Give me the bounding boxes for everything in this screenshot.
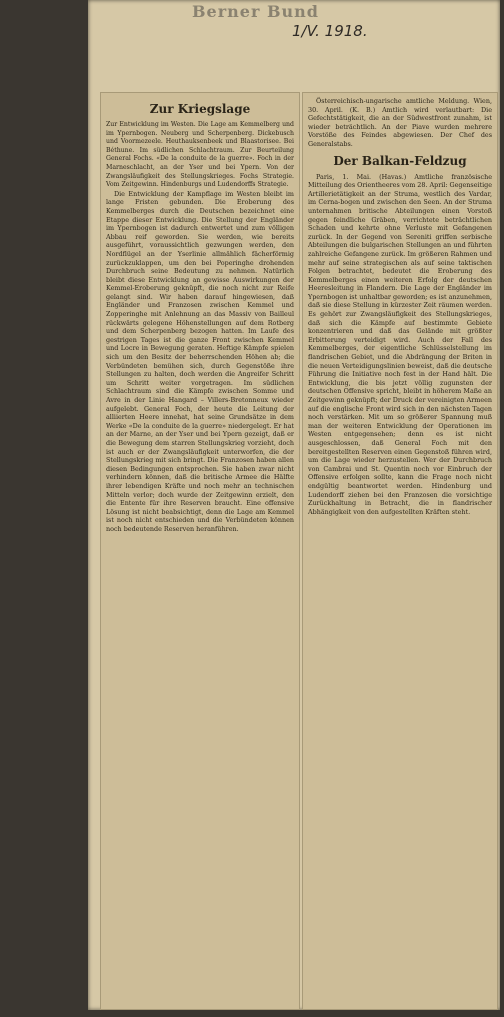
left-headline: Zur Kriegslage xyxy=(149,102,251,116)
left-summary: Zur Entwicklung im Westen. Die Lage am Kemmelberg und im Ypernbogen. Neuberg und Scherpenberg. Dickebusch und Voormezeele. Heuthauksenbeek und Blaastorisee. Bei Béthune. Im südlichen Schlachtraum. Zur Beurteilung General Fochs. «De la conduite de la guerre». Foch in der Marneschlacht, an der Yser und bei Ypern. Von der Zwangsläufigkeit des Stellungskrieges. Fochs Strategie. Vom Zeitgewinn. Hindenburgs und Ludendorffs Strategie. xyxy=(106,121,294,189)
right-column-text xyxy=(303,93,497,520)
right-column-clipping xyxy=(302,92,498,1010)
right-headline: Der Balkan-Feldzug xyxy=(333,153,467,168)
left-column-clipping xyxy=(100,92,300,1010)
masthead-stamp: Berner Bund xyxy=(192,2,319,21)
left-body: Die Entwicklung der Kampflage im Westen bleibt im lange Fristen gebunden. Die Eroberung des Kemmelberges durch die Deutschen bezeichnet eine Etappe dieser Entwicklung. Die Stellung der Engländer im Ypernbogen ist dadurch entwertet und zum völligen Abbau reif geworden. Sie werden, wie bereits ausgeführt, voraussichtlich gezwungen werden, den Nordflügel an der Yserlinie allmählich fächerförmig zurückzuklappen, um den bei Poperinghe drohenden Durchbruch seine Bedeutung zu nehmen. Natürlich bleibt diese Entwicklung an gewisse Auswirkungen der Kemmel-Eroberung geknüpft, die noch nicht zur Reife gelangt sind. Wir haben darauf hingewiesen, daß Engländer und Franzosen zwischen Kemmel und Zopperinghe mit Anlehnung an das Massiv von Bailleul rückwärts gelegene Höhenstellungen auf dem Rotberg und dem Scherpenberg bezogen hatten. Im Laufe des gestrigen Tages ist die ganze Front zwischen Kemmel und Locre in Bewegung geraten. Heftige Kämpfe spielen sich um den Besitz der beherrschenden Höhen ab; die Verbündeten bemühen sich, durch Gegenstöße ihre Stellungen zu halten, doch werden die Angreifer Schritt um Schritt weiter vorgetragen. Im südlichen Schlachtraum sind die Kämpfe zwischen Somme und Avre in der Linie Hangard – Villers-Bretonneux wieder aufgelebt. General Foch, der heute die Leitung der alliierten Heere innehat, hat seine Grundsätze in dem Werke «De la conduite de la guerre» niedergelegt. Er hat an der Marne, an der Yser und bei Ypern gezeigt, daß er die Bewegung dem starren Stellungskrieg vorzieht, doch ist auch er der Zwangsläufigkeit unterworfen, die der Stellungskrieg mit sich bringt. Die Franzosen haben allen diesen Bedingungen entsprochen. Sie haben zwar nicht verhindern können, daß die britische Armee die Hälfte ihrer lebendigen Kräfte und noch mehr an technischen Mitteln verlor; doch wurde der Zeitgewinn erzielt, den die Entente für ihre Reserven braucht. Eine offensive Lösung ist nicht beabsichtigt, denn die Lage am Kemmel ist noch nicht entschieden und die Verbündeten können noch bedeutende Reserven heranführen. xyxy=(106,189,294,533)
right-bulletin: Österreichisch-ungarische amtliche Meldung. Wien, 30. April. (K. B.) Amtlich wird verlautbart: Die Gefechtstätigkeit, die an der Südwestfront zunahm, ist wieder beträchtlich. An der Piave wurden mehrere Vorstöße des Feindes abgewiesen. Der Chef des Generalstabs. xyxy=(308,97,492,148)
left-column-text xyxy=(101,93,299,538)
sheet-header xyxy=(88,0,500,90)
newspaper-clipping-sheet xyxy=(88,0,500,1010)
right-body: Paris, 1. Mai. (Havas.) Amtliche französische Mitteilung des Orientheeres vom 28. April: Gegenseitige Artillerietätigkeit an der Struma, westlich des Vardar, im Cerna-bogen und zwischen den Seen. An der Struma unternahmen britische Abteilungen einen Vorstoß gegen feindliche Gräben, verrichtete beträchtlichen Schaden und kehrte ohne Verluste mit Gefangenen zurück. In der Gegend von Sereniti griffen serbische Abteilungen die bulgarischen Stellungen an und führten zahlreiche Gefangene zurück. Im größeren Rahmen und mehr auf seine strategischen als auf seine taktischen Folgen betrachtet, bedeutet die Eroberung des Kemmelberges einen weiteren Erfolg der deutschen Heeresleitung in Flandern. Die Lage der Engländer im Ypernbogen ist unhaltbar geworden; es ist anzunehmen, daß sie diese Stellung in kürzester Zeit räumen werden. Es gehört zur Zwangsläufigkeit des Stellungskrieges, daß sich die Kämpfe auf bestimmte Gebiete konzentrieren und daß das Gelände mit größter Erbitterung verteidigt wird. Auch der Fall des Kemmelberges, der eigentliche Schlüsselstellung im flandrischen Gebiet, und die Abdrängung der Briten in die neuen Verteidigungslinien beweist, daß die deutsche Führung die Initiative noch fest in der Hand hält. Die Entwicklung, die bis jetzt völlig zugunsten der deutschen Offensive spricht, bleibt in höherem Maße an Zeitgewinn geknüpft; der Druck der vereinigten Armeen auf die englische Front wird sich in den nächsten Tagen noch verstärken. Mit um so größerer Spannung muß man der weiteren Entwicklung der Operationen im Westen entgegensehen; denn es ist nicht ausgeschlossen, daß General Foch mit den bereitgestellten Reserven einen Gegenstoß führen wird, um die Lage wieder herzustellen. Wer der Durchbruch von Cambrai und St. Quentin noch vor Einbruch der Offensive erfolgen sollte, kann die Frage noch nicht endgültig beantwortet werden. Hindenburg und Ludendorff ziehen bei den Franzosen die vorsichtige Zurückhaltung in Betracht, die in flandrischer Abhängigkeit von den aufgestellten Kräften steht. xyxy=(308,172,493,516)
handwritten-date: 1/V. 1918. xyxy=(292,22,368,40)
